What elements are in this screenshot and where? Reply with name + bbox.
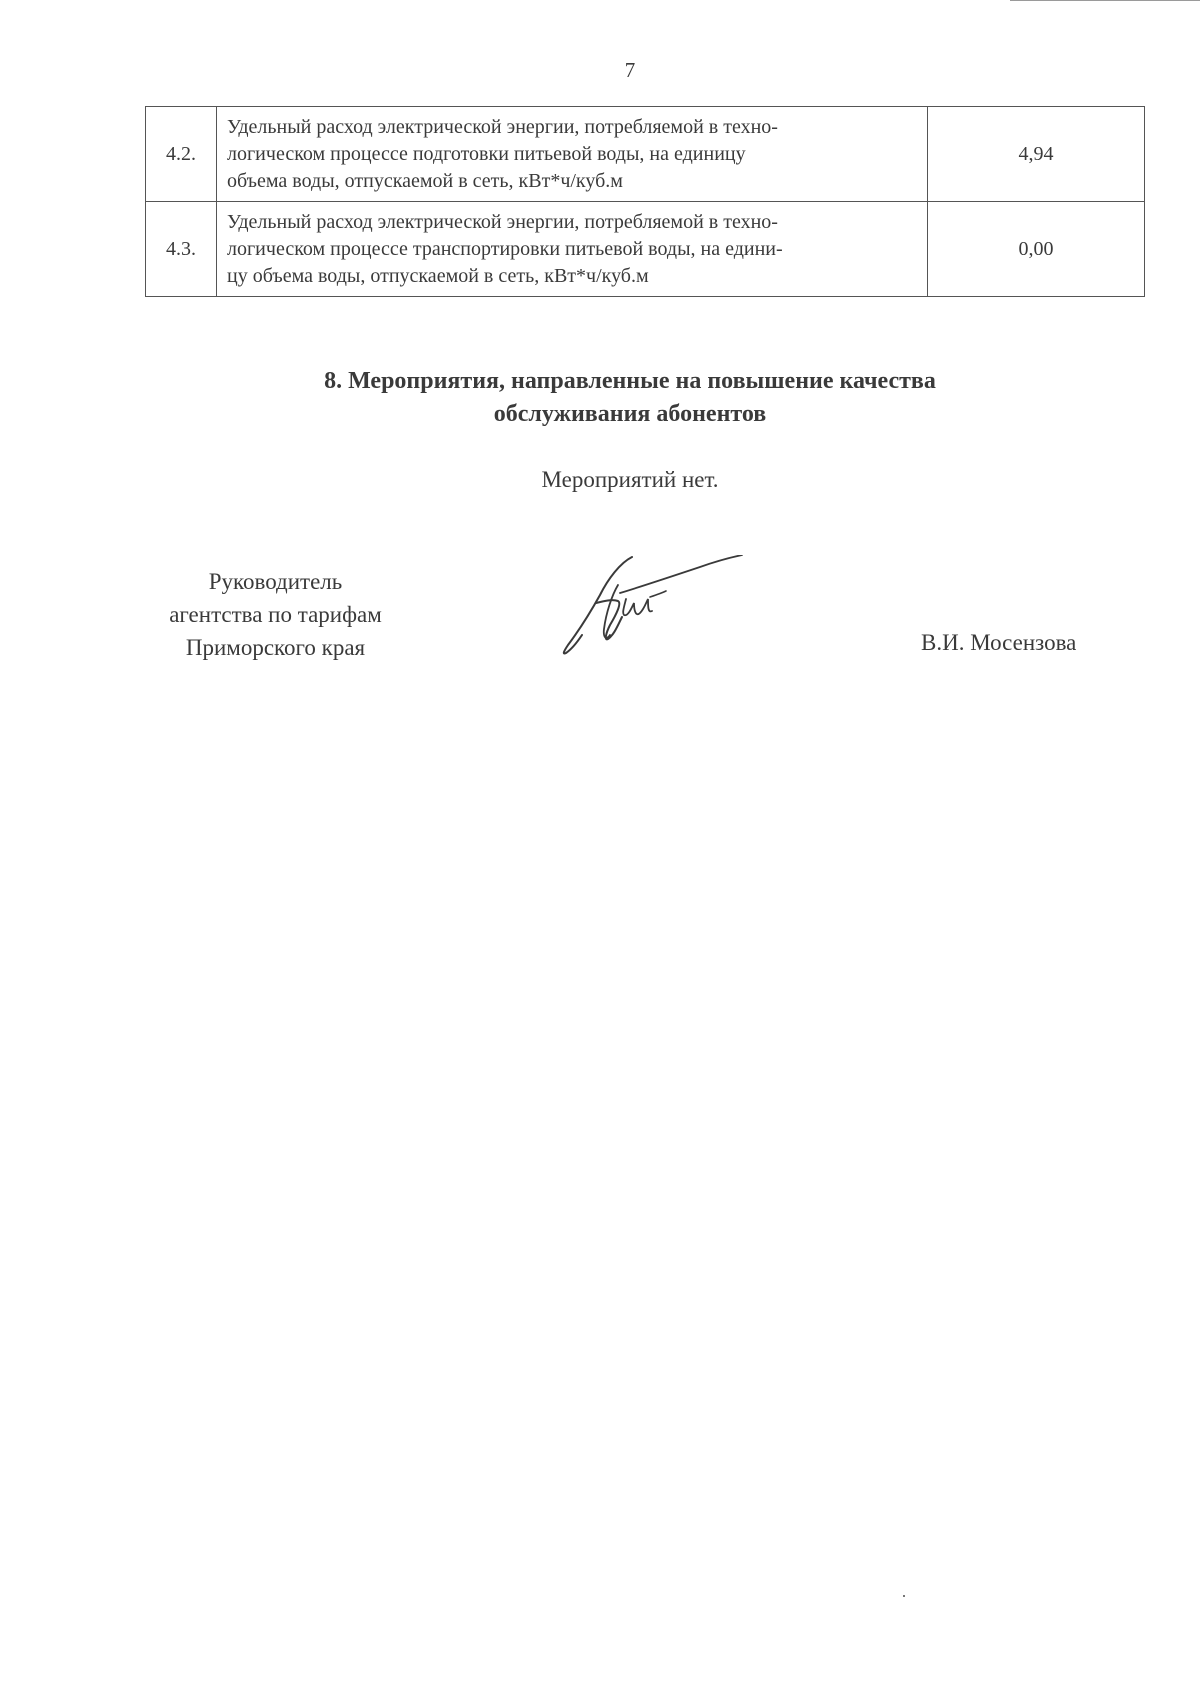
description-line: логическом процессе транспортировки питьевой воды, на едини-	[227, 237, 783, 260]
position-line: агентства по тарифам	[169, 602, 382, 627]
handwritten-signature	[560, 555, 745, 655]
signatory-position	[133, 565, 418, 664]
row-number: 4.2.	[146, 107, 217, 202]
signatory-name: В.И. Мосензова	[921, 630, 1077, 655]
table-row	[146, 202, 1145, 297]
description-line: логическом процессе подготовки питьевой воды, на единицу	[227, 142, 746, 165]
position-line: Приморского края	[185, 635, 366, 660]
section-heading-line: 8. Мероприятия, направленные на повышение качества	[324, 368, 936, 394]
description-line: объема воды, отпускаемой в сеть, кВт*ч/куб.м	[227, 169, 623, 192]
page-number: 7	[624, 58, 636, 82]
position-line: Руководитель	[208, 569, 343, 594]
description-line: Удельный расход электрической энергии, потребляемой в техно-	[227, 210, 778, 233]
row-description	[217, 202, 928, 297]
row-description	[217, 107, 928, 202]
row-value: 0,00	[928, 202, 1145, 297]
indicator-table	[145, 106, 1145, 297]
description-line: цу объема воды, отпускаемой в сеть, кВт*ч/куб.м	[227, 264, 649, 287]
table-row	[146, 107, 1145, 202]
scan-edge-mark	[1010, 0, 1200, 1]
section-note: Мероприятий нет.	[541, 467, 719, 492]
row-value: 4,94	[928, 107, 1145, 202]
scan-dot	[903, 1595, 905, 1597]
section-heading-line: обслуживания абонентов	[493, 401, 767, 427]
description-line: Удельный расход электрической энергии, потребляемой в техно-	[227, 115, 778, 138]
row-number: 4.3.	[146, 202, 217, 297]
section-heading	[0, 365, 1200, 431]
